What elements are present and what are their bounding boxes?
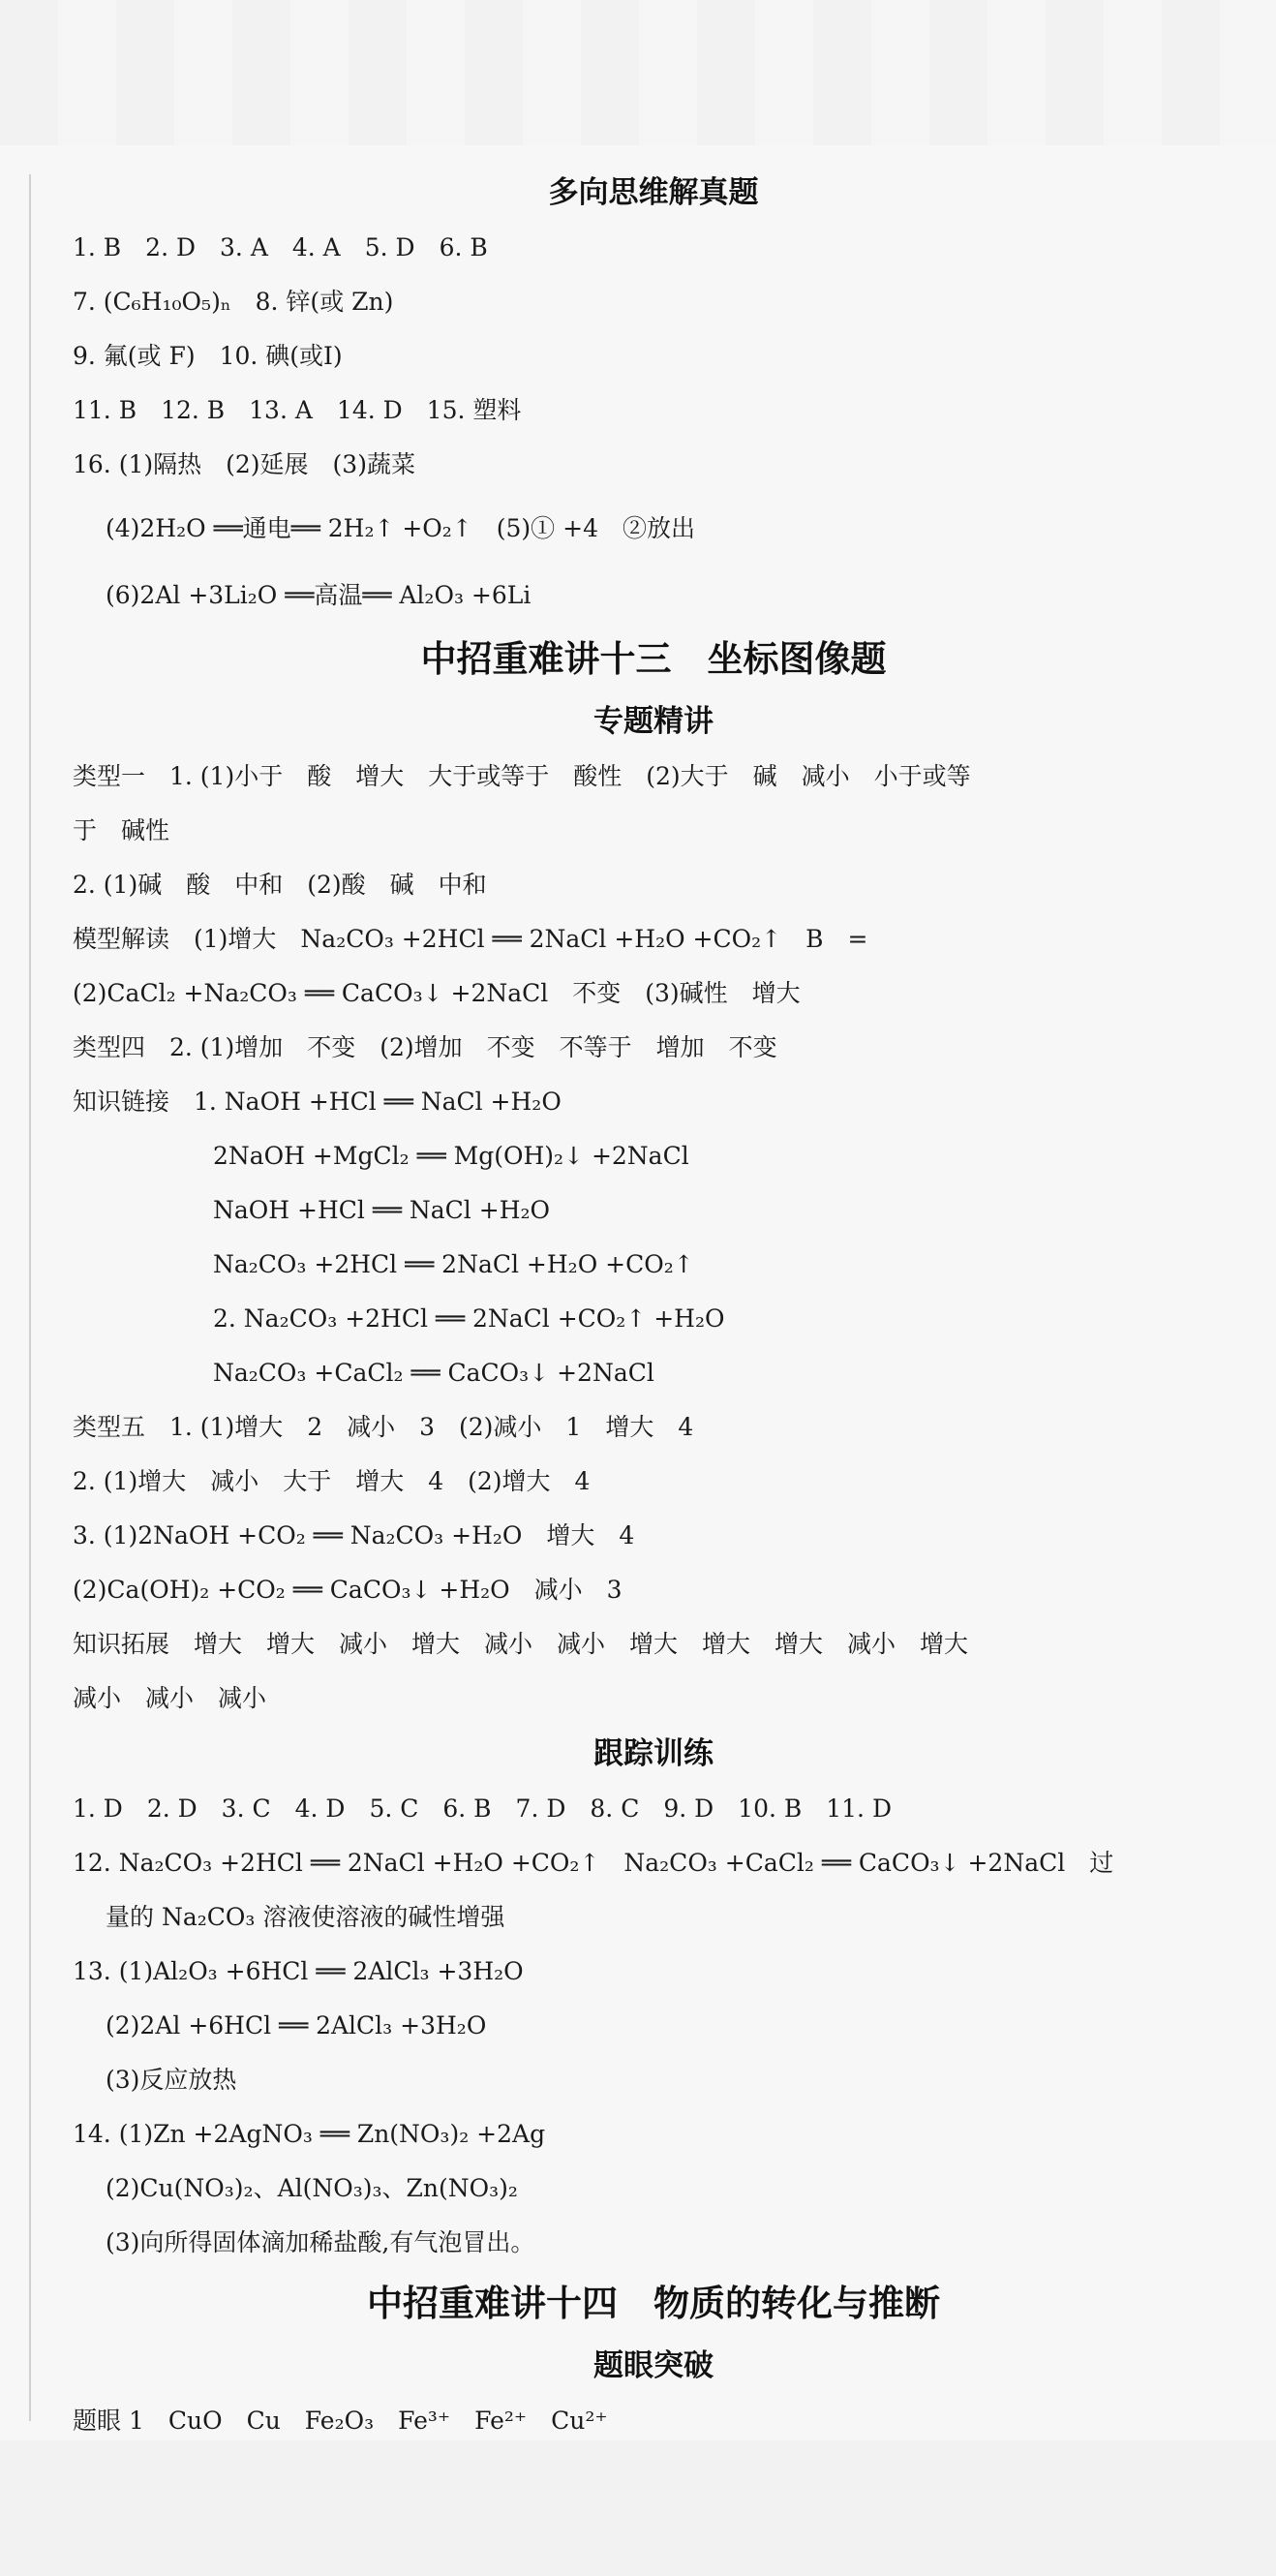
answer-line: 16. (1)隔热 (2)延展 (3)蔬菜: [73, 450, 415, 478]
section-title: 多向思维解真题: [548, 175, 759, 210]
answer-line: 3. (1)2NaOH +CO₂ ══ Na₂CO₃ +H₂O 增大 4: [73, 1521, 635, 1549]
answer-line: 2. (1)碱 酸 中和 (2)酸 碱 中和: [73, 871, 487, 899]
answer-line: 12. Na₂CO₃ +2HCl ══ 2NaCl +H₂O +CO₂↑ Na₂CO₃ +CaCl₂ ══ CaCO₃↓ +2NaCl 过: [73, 1849, 1114, 1877]
answer-line: (2)2Al +6HCl ══ 2AlCl₃ +3H₂O: [106, 2011, 487, 2039]
answer-line: 量的 Na₂CO₃ 溶液使溶液的碱性增强: [106, 1903, 505, 1931]
answer-line: 1. D 2. D 3. C 4. D 5. C 6. B 7. D 8. C 9. D 10. B 11. D: [73, 1794, 892, 1823]
answer-line: 14. (1)Zn +2AgNO₃ ══ Zn(NO₃)₂ +2Ag: [73, 2120, 546, 2148]
margin-rule: [29, 174, 31, 2421]
answer-line: 减小 减小 减小: [73, 1684, 267, 1712]
answer-line: 题眼 1 CuO Cu Fe₂O₃ Fe³⁺ Fe²⁺ Cu²⁺: [73, 2407, 608, 2435]
answer-line: (2)CaCl₂ +Na₂CO₃ ══ CaCO₃↓ +2NaCl 不变 (3)碱性 增大: [73, 979, 801, 1007]
answer-line: 2. Na₂CO₃ +2HCl ══ 2NaCl +CO₂↑ +H₂O: [213, 1304, 725, 1333]
scan-header-band: [0, 0, 1276, 145]
page-bottom-margin: [0, 2440, 1276, 2576]
section-subtitle: 题眼突破: [593, 2348, 714, 2383]
answer-line: 模型解读 (1)增大 Na₂CO₃ +2HCl ══ 2NaCl +H₂O +CO₂↑ B =: [73, 925, 868, 953]
answer-line: 类型一 1. (1)小于 酸 增大 大于或等于 酸性 (2)大于 碱 减小 小于或等: [73, 762, 971, 790]
answer-line: (3)向所得固体滴加稀盐酸,有气泡冒出。: [106, 2228, 535, 2256]
answer-line: 9. 氟(或 F) 10. 碘(或Ⅰ): [73, 342, 343, 370]
answer-line: 类型五 1. (1)增大 2 减小 3 (2)减小 1 增大 4: [73, 1413, 694, 1441]
answer-line: 1. B 2. D 3. A 4. A 5. D 6. B: [73, 233, 488, 261]
answer-line: Na₂CO₃ +2HCl ══ 2NaCl +H₂O +CO₂↑: [213, 1250, 694, 1278]
chapter-title: 中招重难讲十三 坐标图像题: [420, 638, 887, 680]
answer-content: [73, 165, 1234, 2448]
section-title: 跟踪训练: [593, 1736, 714, 1771]
answer-line: Na₂CO₃ +CaCl₂ ══ CaCO₃↓ +2NaCl: [213, 1359, 654, 1387]
answer-line: (6)2Al +3Li₂O ══高温══ Al₂O₃ +6Li: [106, 581, 532, 609]
answer-line: 知识链接 1. NaOH +HCl ══ NaCl +H₂O: [73, 1088, 562, 1116]
answer-line: NaOH +HCl ══ NaCl +H₂O: [213, 1196, 551, 1224]
answer-line: 类型四 2. (1)增加 不变 (2)增加 不变 不等于 增加 不变: [73, 1033, 777, 1061]
answer-line: (4)2H₂O ══通电══ 2H₂↑ +O₂↑ (5)① +4 ②放出: [106, 514, 695, 542]
answer-line: 11. B 12. B 13. A 14. D 15. 塑料: [73, 396, 522, 424]
answer-line: 13. (1)Al₂O₃ +6HCl ══ 2AlCl₃ +3H₂O: [73, 1957, 524, 1985]
answer-line: (2)Ca(OH)₂ +CO₂ ══ CaCO₃↓ +H₂O 减小 3: [73, 1576, 623, 1604]
answer-line: 知识拓展 增大 增大 减小 增大 减小 减小 增大 增大 增大 减小 增大: [73, 1630, 969, 1658]
answer-line: (2)Cu(NO₃)₂、Al(NO₃)₃、Zn(NO₃)₂: [106, 2174, 518, 2202]
answer-line: (3)反应放热: [106, 2066, 237, 2094]
answer-line: 于 碱性: [73, 816, 170, 844]
section-subtitle: 专题精讲: [593, 704, 714, 739]
answer-line: 2. (1)增大 减小 大于 增大 4 (2)增大 4: [73, 1467, 591, 1495]
answer-line: 7. (C₆H₁₀O₅)ₙ 8. 锌(或 Zn): [73, 288, 394, 316]
chapter-title: 中招重难讲十四 物质的转化与推断: [367, 2283, 940, 2324]
answer-line: 2NaOH +MgCl₂ ══ Mg(OH)₂↓ +2NaCl: [213, 1142, 689, 1170]
